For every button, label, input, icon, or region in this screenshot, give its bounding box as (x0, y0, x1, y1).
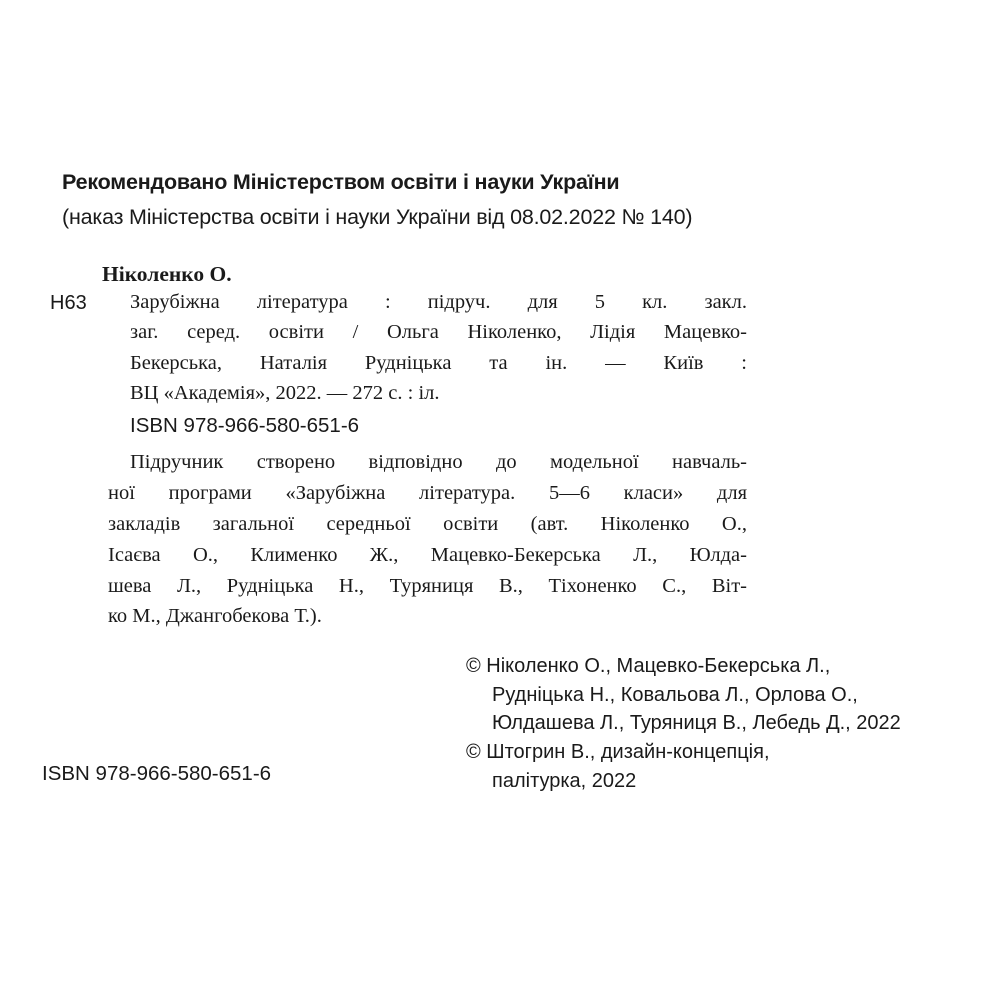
catalog-isbn: ISBN 978-966-580-651-6 (130, 414, 360, 437)
annotation-line: Ісаєва О., Клименко Ж., Мацевко-Бекерська Л., Юлда- (108, 544, 747, 566)
catalog-description-line: Бекерська, Наталія Рудніцька та ін. — Київ : (130, 352, 747, 374)
catalog-author: Ніколенко О. (102, 262, 232, 286)
copyright-line: © Штогрин В., дизайн-концепція, (466, 741, 770, 763)
isbn-bottom: ISBN 978-966-580-651-6 (42, 762, 272, 785)
catalog-description-line: Зарубіжна література : підруч. для 5 кл. закл. (130, 291, 747, 313)
annotation-line: ної програми «Зарубіжна література. 5—6 класи» для (108, 482, 747, 504)
catalog-description-line: заг. серед. освіти / Ольга Ніколенко, Лідія Мацевко- (130, 321, 747, 343)
annotation-line: шева Л., Рудніцька Н., Туряниця В., Тіхоненко С., Віт- (108, 575, 747, 597)
recommendation-order: (наказ Міністерства освіти і науки України від 08.02.2022 № 140) (62, 205, 693, 229)
recommendation-title: Рекомендовано Міністерством освіти і науки України (62, 170, 620, 194)
annotation-line: Підручник створено відповідно до модельної навчаль- (130, 451, 747, 473)
copyright-line: палітурка, 2022 (492, 770, 637, 792)
catalog-description-line: ВЦ «Академія», 2022. — 272 с. : іл. (130, 382, 440, 404)
copyright-line: © Ніколенко О., Мацевко-Бекерська Л., (466, 655, 831, 677)
copyright-line: Рудніцька Н., Ковальова Л., Орлова О., (492, 684, 858, 706)
annotation-line: закладів загальної середньої освіти (авт. Ніколенко О., (108, 513, 747, 535)
annotation-line: ко М., Джангобекова Т.). (108, 605, 322, 627)
catalog-code: Н63 (50, 292, 87, 314)
copyright-line: Юлдашева Л., Туряниця В., Лебедь Д., 2022 (492, 712, 901, 734)
